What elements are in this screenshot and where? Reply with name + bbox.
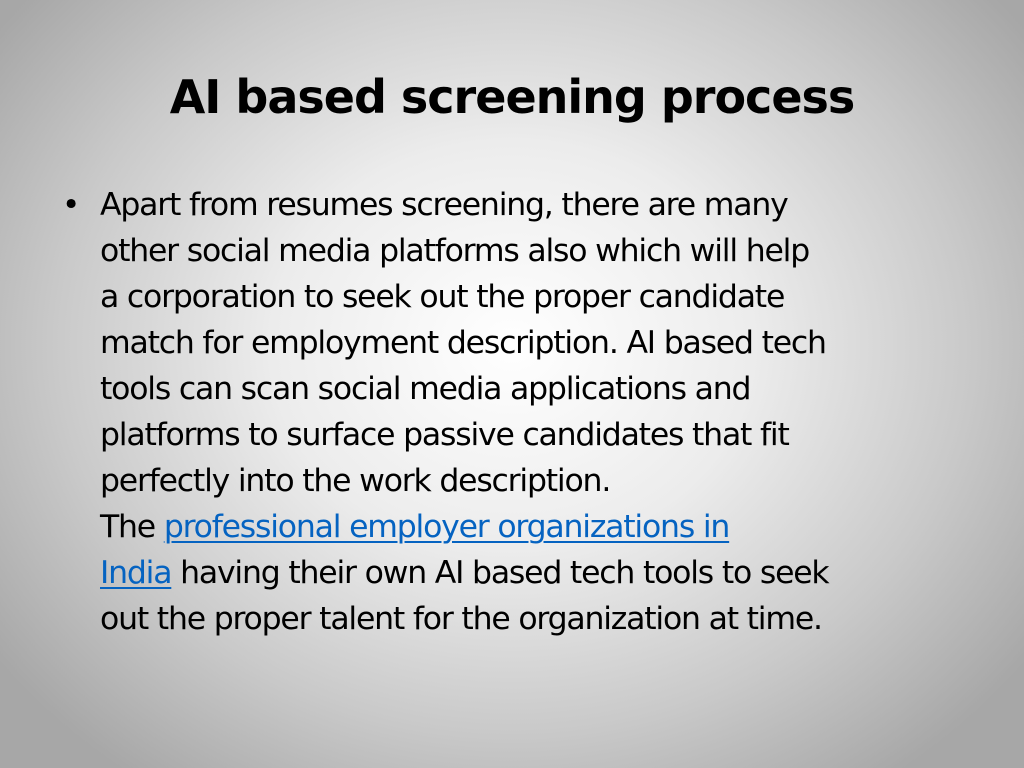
paragraph-line (100, 550, 982, 596)
slide-title: AI based screening process (169, 70, 855, 124)
bullet-icon: • (62, 187, 81, 223)
sentence-prefix: The (100, 509, 164, 545)
paragraph-line: perfectly into the work description. (100, 463, 611, 499)
peo-india-link[interactable]: professional employer organizations in (163, 509, 730, 545)
paragraph-line: out the proper talent for the organization at time. (100, 601, 822, 637)
paragraph-line: platforms to surface passive candidates that fit (100, 417, 789, 453)
peo-india-link-continued[interactable]: India (100, 555, 172, 591)
paragraph-line (100, 504, 982, 550)
paragraph-line: tools can scan social media applications and (100, 371, 751, 407)
slide-content (62, 182, 982, 642)
paragraph-line: other social media platforms also which will help (100, 233, 809, 269)
paragraph-line: a corporation to seek out the proper candidate (100, 279, 785, 315)
bullet-item (62, 182, 982, 642)
paragraph-line: match for employment description. AI based tech (100, 325, 826, 361)
sentence-suffix: having their own AI based tech tools to seek (171, 555, 829, 591)
paragraph-line: Apart from resumes screening, there are many (100, 187, 788, 223)
bullet-text (100, 182, 982, 642)
